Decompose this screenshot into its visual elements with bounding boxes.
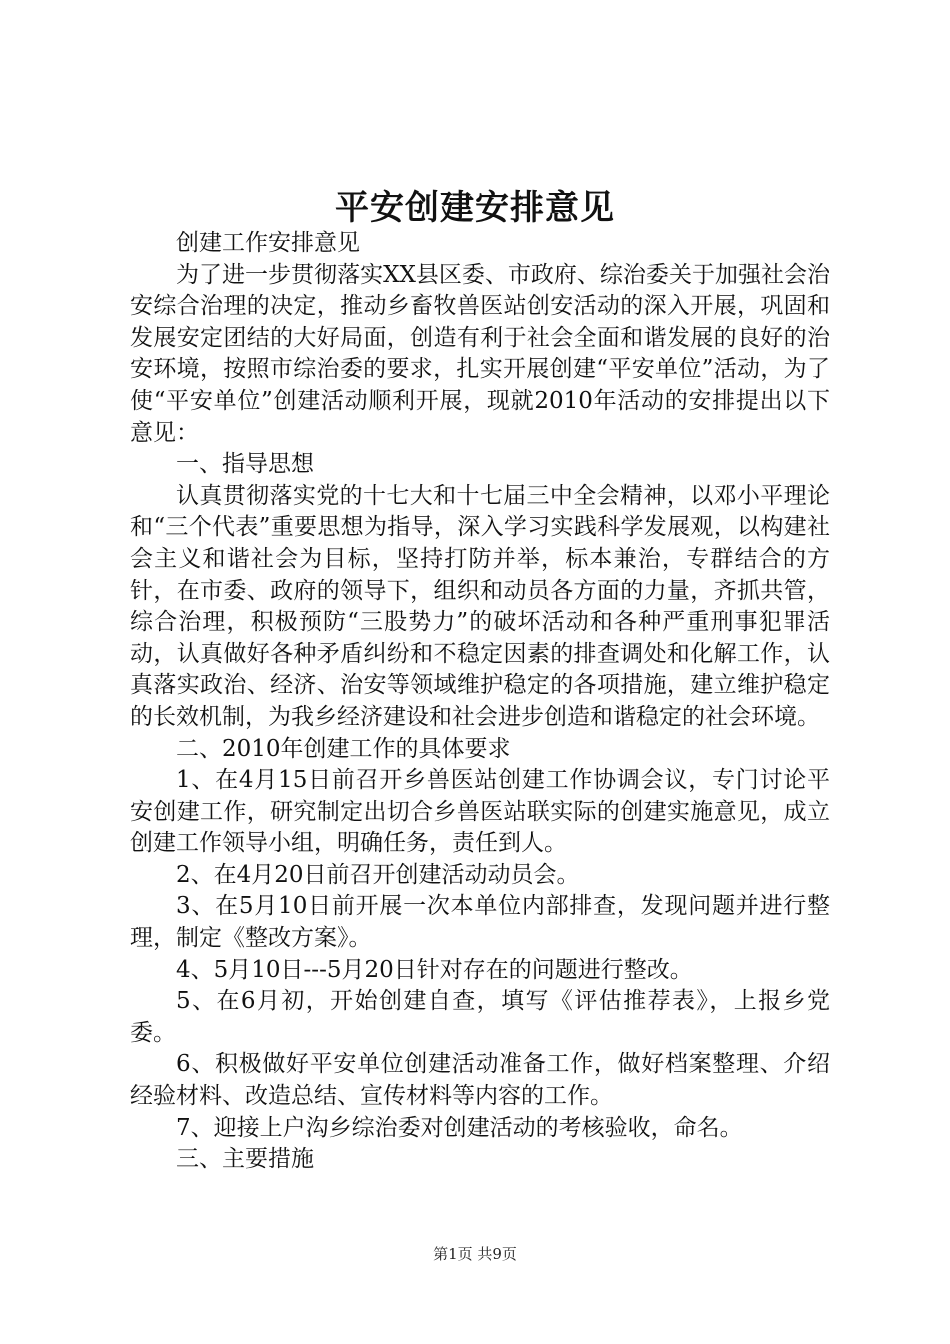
page-number-footer: 第1页 共9页	[433, 1245, 517, 1263]
requirement-item-3: 3、在5月10日前开展一次本单位内部排查，发现问题并进行整理，制定《整改方案》。	[130, 893, 830, 952]
paragraph-intro: 为了进一步贯彻落实XX县区委、市政府、综治委关于加强社会治安综合治理的决定，推动乡畜牧兽医站创安活动的深入开展，巩固和发展安定团结的大好局面，创造有利于社会全面和谐发展的良好的治安环境，按照市综治委的要求，扎实开展创建“平安单位”活动，为了使“平安单位”创建活动顺利开展，现就2010年活动的安排提出以下意见：	[130, 261, 830, 446]
requirement-item-4: 4、5月10日---5月20日针对存在的问题进行整改。	[176, 956, 693, 983]
requirement-item-7: 7、迎接上户沟乡综治委对创建活动的考核验收，命名。	[176, 1114, 743, 1141]
section-heading-measures: 三、主要措施	[176, 1146, 314, 1173]
document-body	[130, 228, 830, 1176]
requirement-item-5: 5、在6月初，开始创建自查，填写《评估推荐表》，上报乡党委。	[130, 988, 830, 1046]
paragraph-subtitle: 创建工作安排意见	[176, 230, 360, 256]
section-heading-requirements: 二、2010年创建工作的具体要求	[176, 735, 511, 762]
requirement-item-1: 1、在4月15日前召开乡兽医站创建工作协调会议，专门讨论平安创建工作，研究制定出切合乡兽医站联实际的创建实施意见，成立创建工作领导小组，明确任务，责任到人。	[130, 767, 830, 857]
section-heading-guiding-thought: 一、指导思想	[176, 451, 314, 478]
requirement-item-2: 2、在4月20日前召开创建活动动员会。	[176, 861, 580, 888]
paragraph-guiding-thought: 认真贯彻落实党的十七大和十七届三中全会精神，以邓小平理论和“三个代表”重要思想为指导，深入学习实践科学发展观，以构建社会主义和谐社会为目标，坚持打防并举，标本兼治，专群结合的方针，在市委、政府的领导下，组织和动员各方面的力量，齐抓共管，综合治理，积极预防“三股势力”的破坏活动和各种严重刑事犯罪活动，认真做好各种矛盾纠纷和不稳定因素的排查调处和化解工作，认真落实政治、经济、治安等领域维护稳定的各项措施，建立维护稳定的长效机制，为我乡经济建设和社会进步创造和谐稳定的社会环境。	[130, 482, 830, 730]
requirement-item-6: 6、积极做好平安单位创建活动准备工作，做好档案整理、介绍经验材料、改造总结、宣传材料等内容的工作。	[130, 1051, 830, 1110]
document-title: 平安创建安排意见	[335, 188, 615, 228]
